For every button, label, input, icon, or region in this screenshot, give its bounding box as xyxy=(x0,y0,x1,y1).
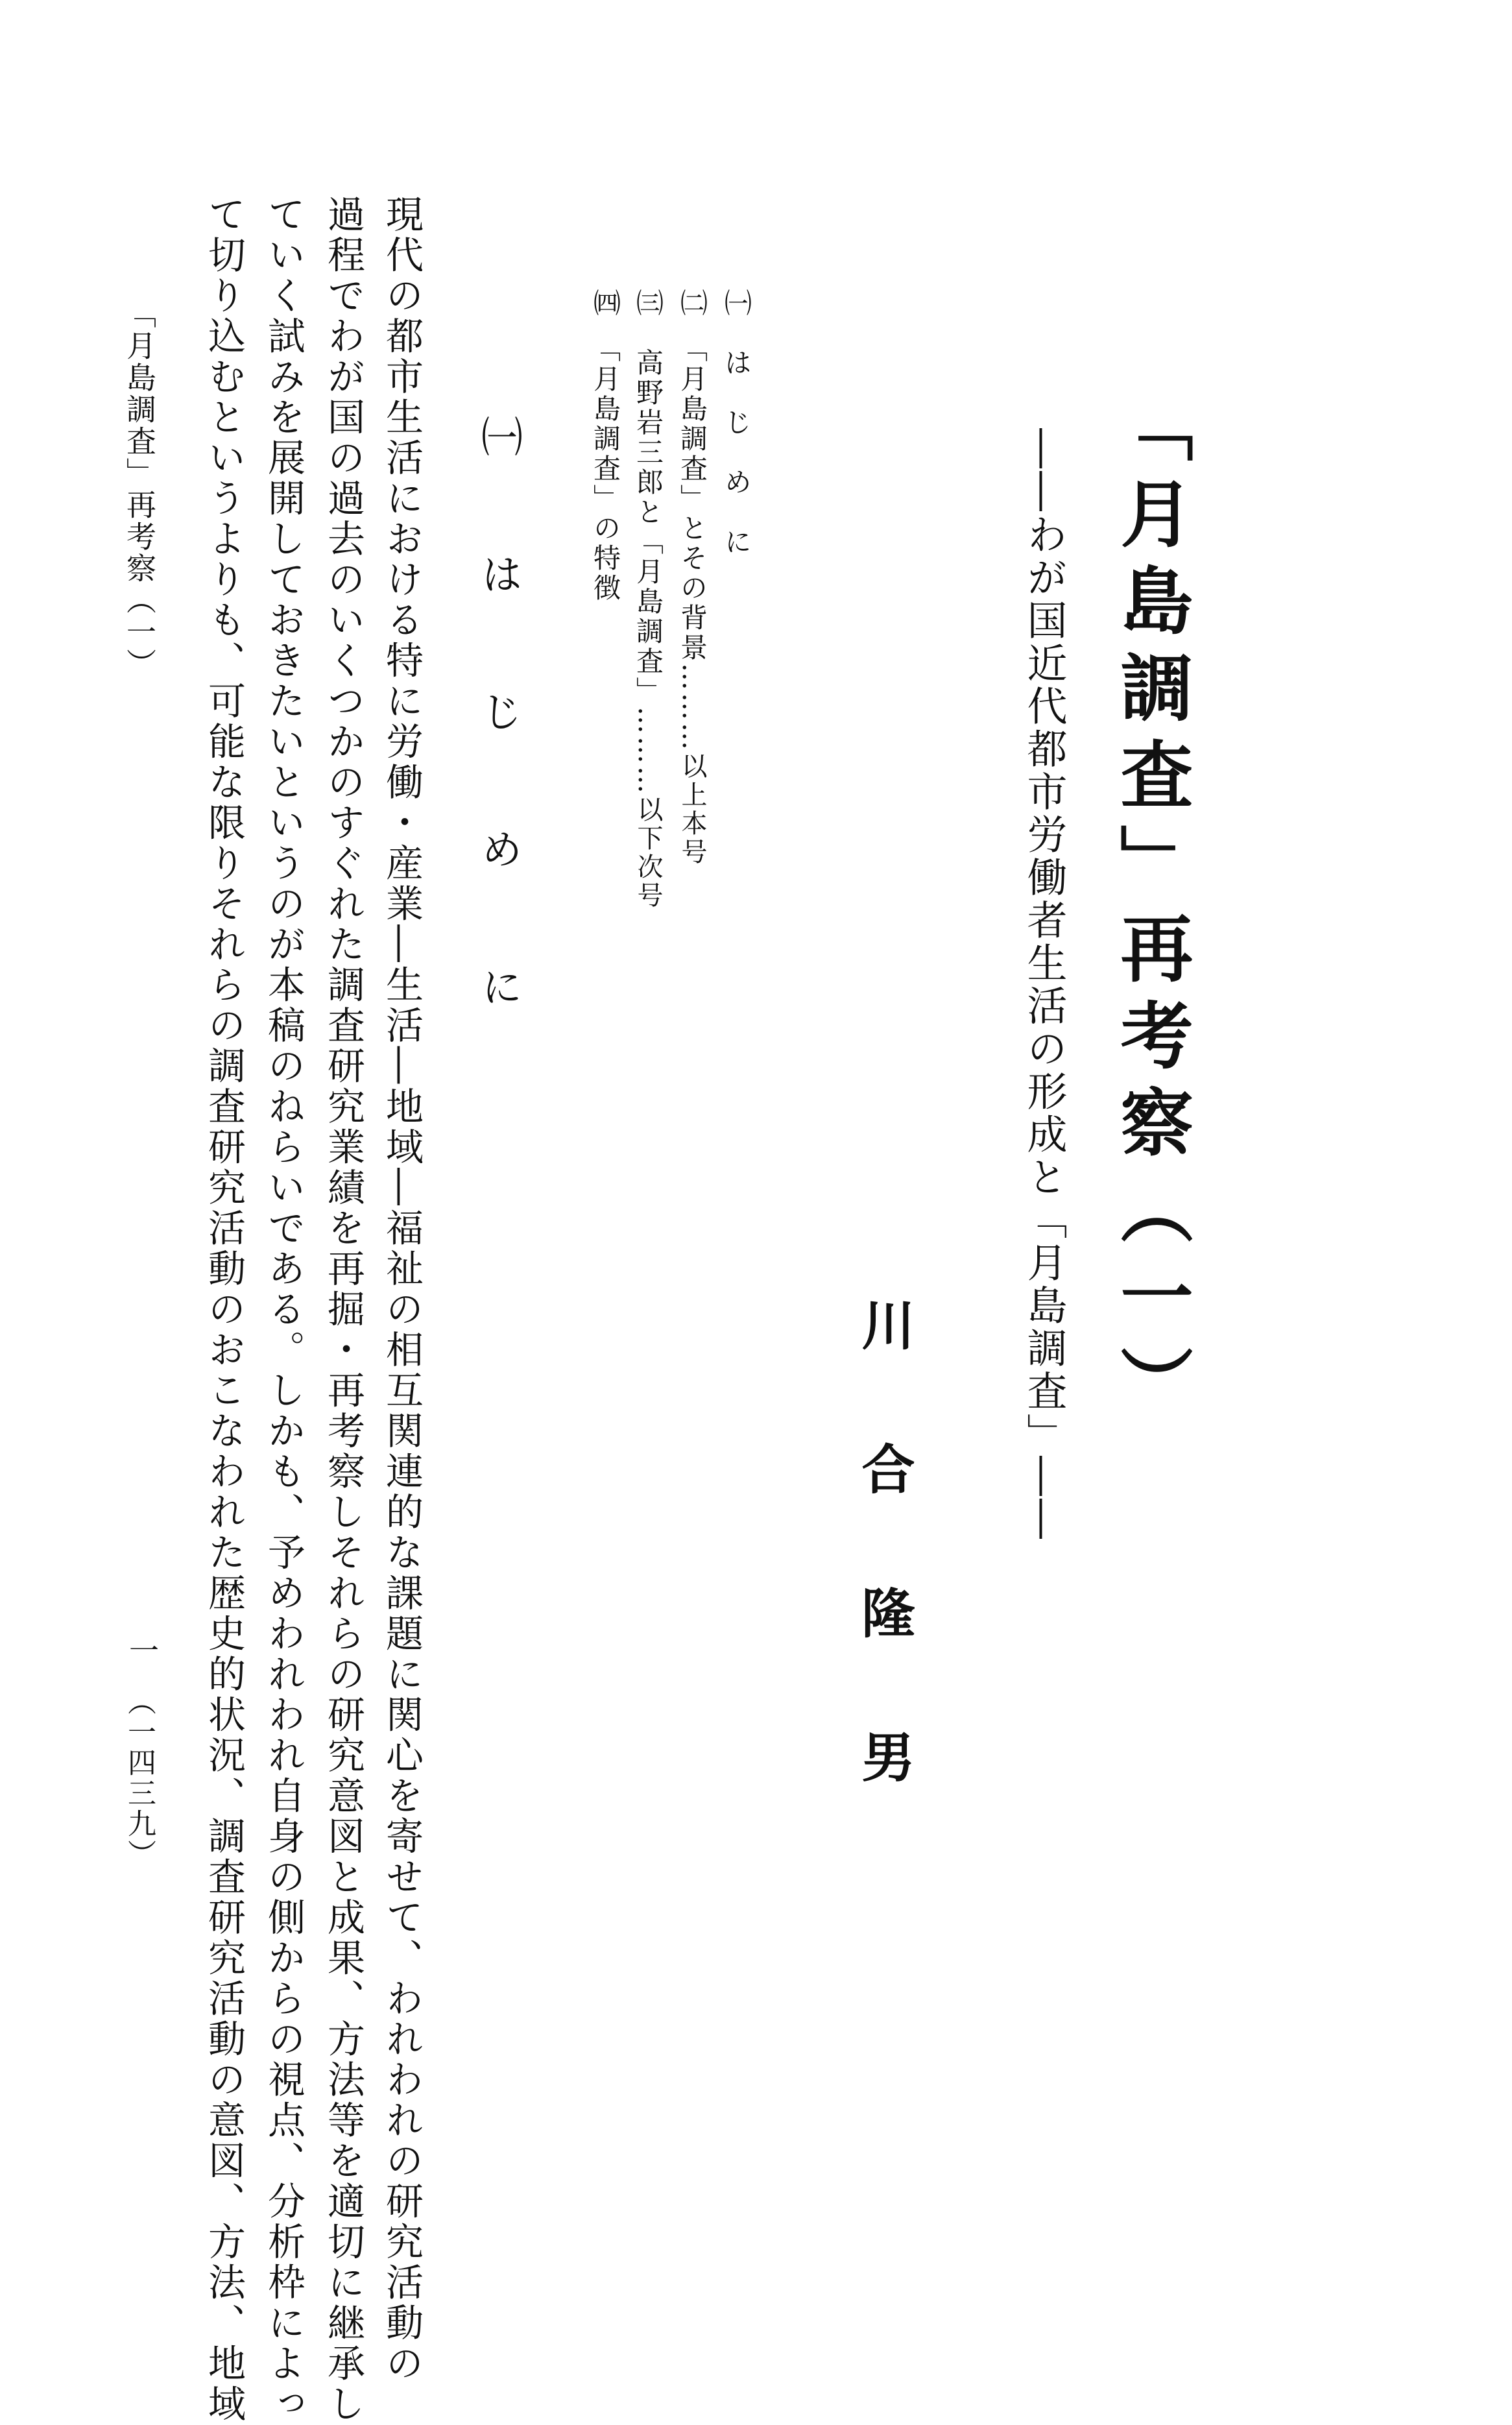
article-title: 「月島調査」再考察（一） xyxy=(1109,389,1194,1432)
body-text-line: ていく試みを展開しておきたいというのが本稿のねらいである。しかも、予めわれわれ自身の側からの視点、分析枠によっ xyxy=(261,195,306,2425)
toc-item-label: ㈠ は じ め に xyxy=(721,289,752,557)
article-subtitle: ――わが国近代都市労働者生活の形成と「月島調査」―― xyxy=(1020,428,1068,1541)
toc-item xyxy=(723,289,750,557)
body-text-line: 現代の都市生活における特に労働・産業―生活―地域―福祉の相互関連的な課題に関心を寄せて、われわれの研究活動の xyxy=(379,195,424,2384)
running-head: 「月島調査」再考察（一） xyxy=(122,298,157,680)
toc-item xyxy=(592,289,619,603)
toc-item-label: ㈡ 「月島調査」とその背景……… xyxy=(677,289,708,753)
author-name: 川合隆男 xyxy=(853,1297,915,1874)
page-number: 一 xyxy=(125,1635,160,1665)
toc-item-label: ㈢ 高野岩三郎と「月島調査」……… xyxy=(632,289,664,796)
body-text-line: て切り込むというよりも、可能な限りそれらの調査研究活動のおこなわれた歴史的状況、調査研究活動の意図、方法、地域 xyxy=(202,195,246,2425)
toc-item-note: 以下次号 xyxy=(633,796,663,910)
section-heading: ㈠ は じ め に xyxy=(474,415,522,1034)
body-text-line: 過程でわが国の過去のいくつかのすぐれた調査研究業績を再掘・再考察しそれらの研究意図と成果、方法等を適切に継承し xyxy=(321,195,365,2425)
toc-item-label: ㈣ 「月島調査」の特徴 xyxy=(590,289,621,603)
total-page-number: （一四三九） xyxy=(123,1687,156,1870)
toc-item-note: 以上本号 xyxy=(677,753,707,867)
toc-item xyxy=(634,289,662,910)
toc-item xyxy=(678,289,706,867)
